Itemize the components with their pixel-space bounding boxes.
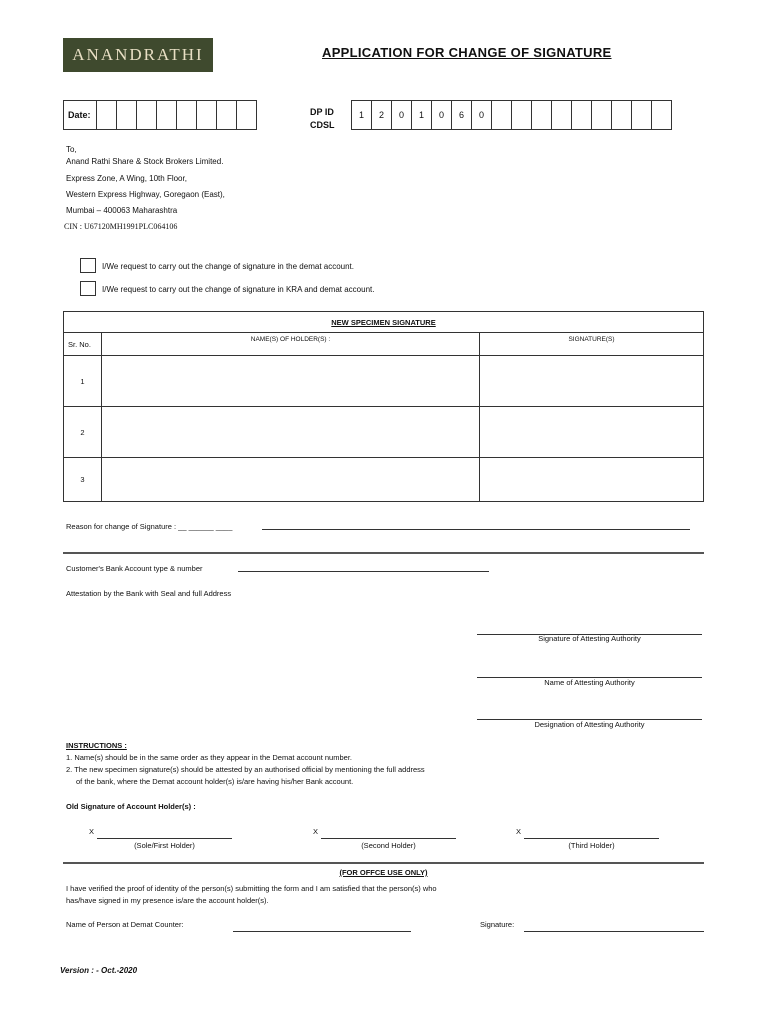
third-holder-label: (Third Holder) — [568, 841, 615, 850]
first-holder-label: (Sole/First Holder) — [134, 841, 195, 850]
address-line: Western Express Highway, Goregaon (East), — [66, 190, 225, 199]
x-mark: X — [516, 827, 522, 836]
bank-account-line[interactable] — [238, 571, 489, 572]
reason-line[interactable] — [262, 529, 690, 530]
demat-counter-name-label: Name of Person at Demat Counter: — [66, 920, 184, 929]
col-sr-no: Sr. No. — [64, 333, 102, 356]
row-number: 1 — [64, 356, 102, 407]
checkbox-demat-label: I/We request to carry out the change of signature in the demat account. — [102, 262, 354, 271]
checkbox-kra-demat-label: I/We request to carry out the change of signature in KRA and demat account. — [102, 285, 375, 294]
dp-digit-cell[interactable] — [531, 100, 552, 130]
specimen-signature-table — [63, 311, 704, 502]
table-row — [64, 407, 704, 458]
attest-signature-label: Signature of Attesting Authority — [538, 634, 641, 643]
first-holder-line[interactable] — [97, 838, 232, 839]
row-number: 3 — [64, 458, 102, 502]
dp-digit-cell[interactable]: 6 — [451, 100, 472, 130]
row-number: 2 — [64, 407, 102, 458]
dp-digit-cell[interactable] — [551, 100, 572, 130]
attest-name-label: Name of Attesting Authority — [544, 678, 635, 687]
dp-digit-cell[interactable]: 0 — [431, 100, 452, 130]
demat-counter-name-line[interactable] — [233, 931, 411, 932]
dp-digit-cell[interactable] — [571, 100, 592, 130]
address-to: To, — [66, 145, 77, 154]
signature-cell[interactable] — [480, 407, 704, 458]
instructions-heading: INSTRUCTIONS : — [66, 741, 127, 750]
signature-cell[interactable] — [480, 356, 704, 407]
date-field[interactable] — [63, 100, 257, 130]
dp-digit-cell[interactable]: 1 — [411, 100, 432, 130]
date-label: Date: — [63, 100, 97, 130]
dp-digit-cell[interactable] — [631, 100, 652, 130]
instruction-item: 2. The new specimen signature(s) should be attested by an authorised official by mentioning the full address — [66, 765, 425, 774]
old-signature-heading: Old Signature of Account Holder(s) : — [66, 802, 196, 811]
specimen-heading: NEW SPECIMEN SIGNATURE — [64, 312, 704, 333]
table-row — [64, 458, 704, 502]
form-title: APPLICATION FOR CHANGE OF SIGNATURE — [322, 45, 612, 60]
date-cell[interactable] — [156, 100, 177, 130]
reason-label: Reason for change of Signature : __ ______ ____ — [66, 522, 233, 531]
holder-name-cell[interactable] — [102, 356, 480, 407]
signature-cell[interactable] — [480, 458, 704, 502]
dp-digit-cell[interactable]: 0 — [391, 100, 412, 130]
office-signature-line[interactable] — [524, 931, 704, 932]
dp-id-label — [310, 106, 335, 132]
date-cells[interactable] — [97, 100, 257, 130]
attest-designation-label: Designation of Attesting Authority — [534, 720, 645, 729]
dp-digit-cell[interactable] — [491, 100, 512, 130]
col-holder-names: NAME(S) OF HOLDER(S) : — [102, 333, 480, 356]
date-cell[interactable] — [176, 100, 197, 130]
date-cell[interactable] — [136, 100, 157, 130]
table-row — [64, 356, 704, 407]
dp-id-cells[interactable] — [352, 100, 672, 130]
office-signature-label: Signature: — [480, 920, 515, 929]
address-line: Anand Rathi Share & Stock Brokers Limited. — [66, 157, 224, 166]
address-line: Express Zone, A Wing, 10th Floor, — [66, 174, 187, 183]
section-divider — [63, 552, 704, 554]
cdsl-text: CDSL — [310, 120, 335, 130]
instruction-item: 1. Name(s) should be in the same order as they appear in the Demat account number. — [66, 753, 352, 762]
instruction-item: of the bank, where the Demat account holder(s) is/are having his/her Bank account. — [76, 777, 354, 786]
x-mark: X — [313, 827, 319, 836]
dp-id-text: DP ID — [310, 107, 334, 117]
office-declaration: I have verified the proof of identity of the person(s) submitting the form and I am satisfied that the person(s) who — [66, 884, 437, 893]
dp-digit-cell[interactable] — [591, 100, 612, 130]
dp-digit-cell[interactable]: 2 — [371, 100, 392, 130]
dp-digit-cell[interactable]: 0 — [471, 100, 492, 130]
x-mark: X — [89, 827, 95, 836]
checkbox-demat[interactable] — [80, 258, 96, 273]
version-text: Version : - Oct.-2020 — [60, 966, 138, 975]
office-use-heading: (FOR OFFCE USE ONLY) — [339, 868, 428, 877]
address-line: Mumbai – 400063 Maharashtra — [66, 206, 178, 215]
date-cell[interactable] — [236, 100, 257, 130]
date-cell[interactable] — [216, 100, 237, 130]
third-holder-line[interactable] — [524, 838, 659, 839]
dp-digit-cell[interactable] — [651, 100, 672, 130]
dp-digit-cell[interactable]: 1 — [351, 100, 372, 130]
second-holder-line[interactable] — [321, 838, 456, 839]
col-signatures: SIGNATURE(S) — [480, 333, 704, 356]
cin-number: CIN : U67120MH1991PLC064106 — [64, 222, 178, 231]
holder-name-cell[interactable] — [102, 407, 480, 458]
date-cell[interactable] — [196, 100, 217, 130]
checkbox-kra-demat[interactable] — [80, 281, 96, 296]
bank-account-label: Customer's Bank Account type & number — [66, 564, 203, 573]
dp-digit-cell[interactable] — [611, 100, 632, 130]
holder-name-cell[interactable] — [102, 458, 480, 502]
date-cell[interactable] — [116, 100, 137, 130]
anandrathi-logo: ANANDRATHI — [63, 38, 213, 72]
date-cell[interactable] — [96, 100, 117, 130]
second-holder-label: (Second Holder) — [361, 841, 416, 850]
office-declaration: has/have signed in my presence is/are the account holder(s). — [66, 896, 269, 905]
dp-digit-cell[interactable] — [511, 100, 532, 130]
office-divider — [63, 862, 704, 864]
attestation-label: Attestation by the Bank with Seal and full Address — [66, 589, 232, 598]
